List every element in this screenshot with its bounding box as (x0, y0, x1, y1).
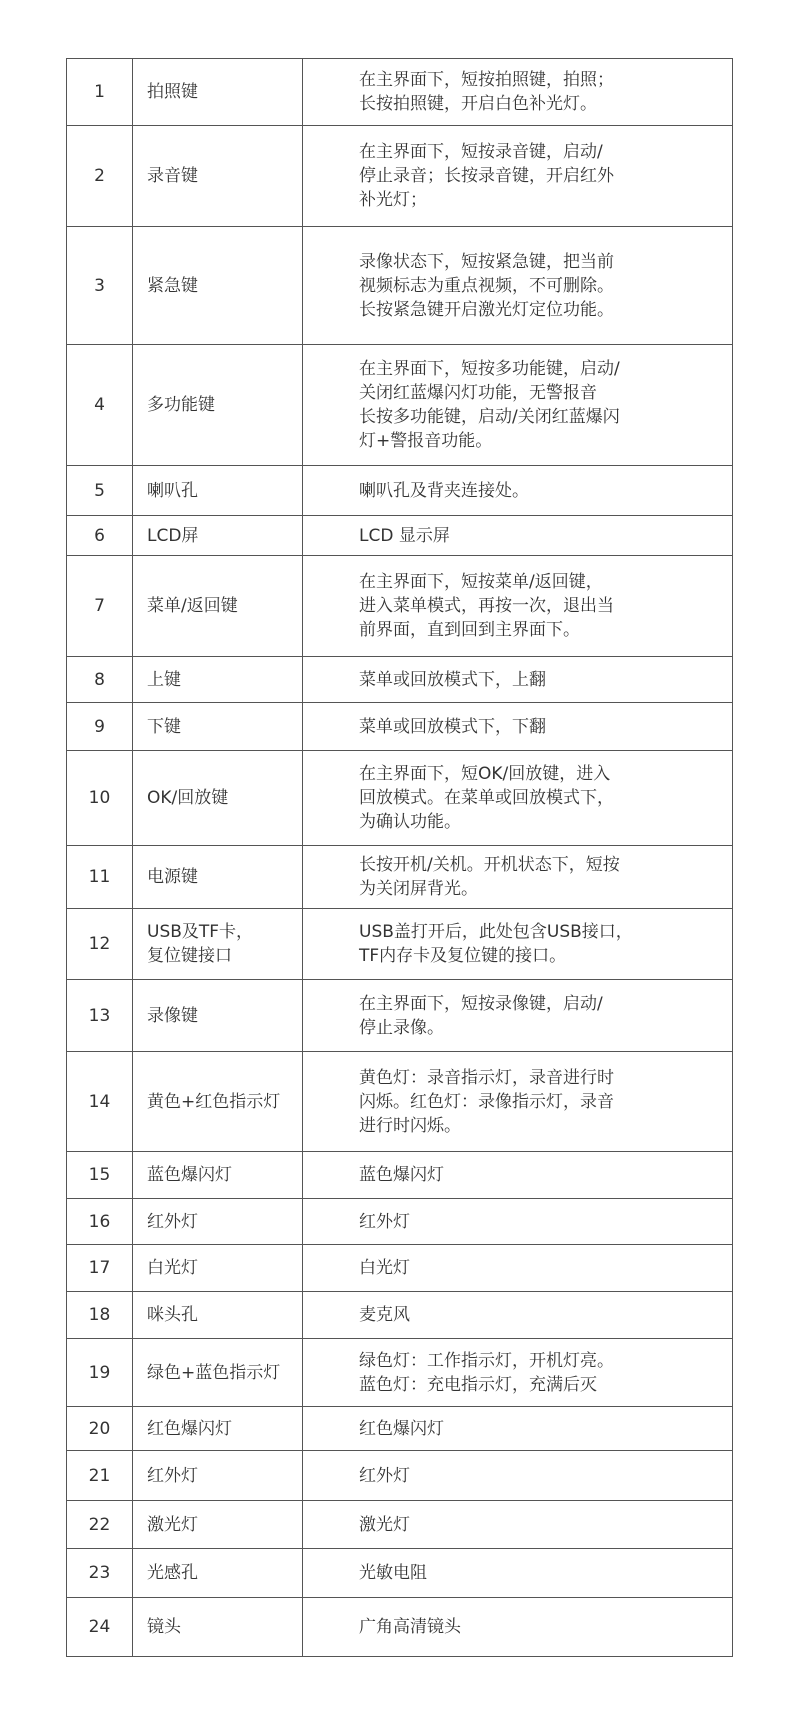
table-row (67, 1501, 733, 1549)
row-description: 在主界面下，短按录音键，启动/ 停止录音；长按录音键，开启红外 补光灯； (303, 126, 733, 227)
row-key-name: 绿色+蓝色指示灯 (133, 1339, 303, 1407)
row-description: 在主界面下，短按菜单/返回键， 进入菜单模式，再按一次，退出当 前界面，直到回到主界面下。 (303, 556, 733, 657)
row-description: 光敏电阻 (303, 1549, 733, 1598)
row-description: 麦克风 (303, 1292, 733, 1339)
table-row (67, 657, 733, 703)
row-number: 19 (67, 1339, 133, 1407)
row-number: 1 (67, 59, 133, 126)
row-description: 红外灯 (303, 1451, 733, 1501)
row-key-name: 菜单/返回键 (133, 556, 303, 657)
row-number: 11 (67, 846, 133, 909)
row-key-name: 上键 (133, 657, 303, 703)
table-row (67, 1052, 733, 1152)
row-key-name: OK/回放键 (133, 751, 303, 846)
row-number: 10 (67, 751, 133, 846)
row-description: 录像状态下，短按紧急键，把当前 视频标志为重点视频，不可删除。 长按紧急键开启激光灯定位功能。 (303, 227, 733, 345)
row-description: 广角高清镜头 (303, 1598, 733, 1657)
table-row (67, 1245, 733, 1292)
row-key-name: 咪头孔 (133, 1292, 303, 1339)
table-row (67, 1339, 733, 1407)
row-number: 8 (67, 657, 133, 703)
row-description: 菜单或回放模式下，下翻 (303, 703, 733, 751)
table-row (67, 846, 733, 909)
row-key-name: 红色爆闪灯 (133, 1407, 303, 1451)
row-key-name: 紧急键 (133, 227, 303, 345)
table-row (67, 345, 733, 466)
row-key-name: 多功能键 (133, 345, 303, 466)
table-row (67, 227, 733, 345)
row-number: 16 (67, 1199, 133, 1245)
row-number: 21 (67, 1451, 133, 1501)
row-key-name: 录音键 (133, 126, 303, 227)
row-key-name: USB及TF卡， 复位键接口 (133, 909, 303, 980)
table-row (67, 1152, 733, 1199)
row-description: 激光灯 (303, 1501, 733, 1549)
row-key-name: 下键 (133, 703, 303, 751)
row-number: 3 (67, 227, 133, 345)
row-number: 4 (67, 345, 133, 466)
table-row (67, 980, 733, 1052)
row-key-name: 激光灯 (133, 1501, 303, 1549)
table-row (67, 59, 733, 126)
row-number: 5 (67, 466, 133, 516)
table-row (67, 1451, 733, 1501)
spec-table-body (67, 59, 733, 1657)
row-description: 黄色灯：录音指示灯，录音进行时 闪烁。红色灯：录像指示灯，录音 进行时闪烁。 (303, 1052, 733, 1152)
row-description: 蓝色爆闪灯 (303, 1152, 733, 1199)
row-number: 15 (67, 1152, 133, 1199)
row-description: 菜单或回放模式下，上翻 (303, 657, 733, 703)
row-description: 绿色灯：工作指示灯，开机灯亮。 蓝色灯：充电指示灯，充满后灭 (303, 1339, 733, 1407)
row-number: 9 (67, 703, 133, 751)
row-number: 7 (67, 556, 133, 657)
row-key-name: 蓝色爆闪灯 (133, 1152, 303, 1199)
row-number: 20 (67, 1407, 133, 1451)
row-description: 喇叭孔及背夹连接处。 (303, 466, 733, 516)
row-description: 在主界面下，短按拍照键，拍照； 长按拍照键，开启白色补光灯。 (303, 59, 733, 126)
row-key-name: 拍照键 (133, 59, 303, 126)
row-description: 红色爆闪灯 (303, 1407, 733, 1451)
table-row (67, 1598, 733, 1657)
row-number: 17 (67, 1245, 133, 1292)
row-description: 红外灯 (303, 1199, 733, 1245)
table-row (67, 1199, 733, 1245)
table-row (67, 126, 733, 227)
row-number: 23 (67, 1549, 133, 1598)
row-number: 2 (67, 126, 133, 227)
row-key-name: 黄色+红色指示灯 (133, 1052, 303, 1152)
row-key-name: LCD屏 (133, 516, 303, 556)
row-description: 白光灯 (303, 1245, 733, 1292)
table-row (67, 751, 733, 846)
table-row (67, 466, 733, 516)
row-description: USB盖打开后，此处包含USB接口， TF内存卡及复位键的接口。 (303, 909, 733, 980)
row-number: 13 (67, 980, 133, 1052)
table-row (67, 556, 733, 657)
row-number: 18 (67, 1292, 133, 1339)
row-description: LCD 显示屏 (303, 516, 733, 556)
row-description: 在主界面下，短按多功能键，启动/ 关闭红蓝爆闪灯功能，无警报音 长按多功能键，启动/关闭红蓝爆闪 灯+警报音功能。 (303, 345, 733, 466)
row-key-name: 喇叭孔 (133, 466, 303, 516)
table-row (67, 1407, 733, 1451)
row-key-name: 白光灯 (133, 1245, 303, 1292)
table-row (67, 1549, 733, 1598)
row-number: 6 (67, 516, 133, 556)
table-row (67, 909, 733, 980)
row-description: 长按开机/关机。开机状态下，短按 为关闭屏背光。 (303, 846, 733, 909)
table-row (67, 703, 733, 751)
spec-table (66, 58, 733, 1657)
row-number: 12 (67, 909, 133, 980)
table-row (67, 516, 733, 556)
row-key-name: 光感孔 (133, 1549, 303, 1598)
row-number: 22 (67, 1501, 133, 1549)
row-key-name: 电源键 (133, 846, 303, 909)
row-description: 在主界面下，短OK/回放键，进入 回放模式。在菜单或回放模式下， 为确认功能。 (303, 751, 733, 846)
row-key-name: 红外灯 (133, 1199, 303, 1245)
row-key-name: 镜头 (133, 1598, 303, 1657)
row-number: 14 (67, 1052, 133, 1152)
row-number: 24 (67, 1598, 133, 1657)
row-key-name: 录像键 (133, 980, 303, 1052)
row-description: 在主界面下，短按录像键，启动/ 停止录像。 (303, 980, 733, 1052)
row-key-name: 红外灯 (133, 1451, 303, 1501)
table-row (67, 1292, 733, 1339)
